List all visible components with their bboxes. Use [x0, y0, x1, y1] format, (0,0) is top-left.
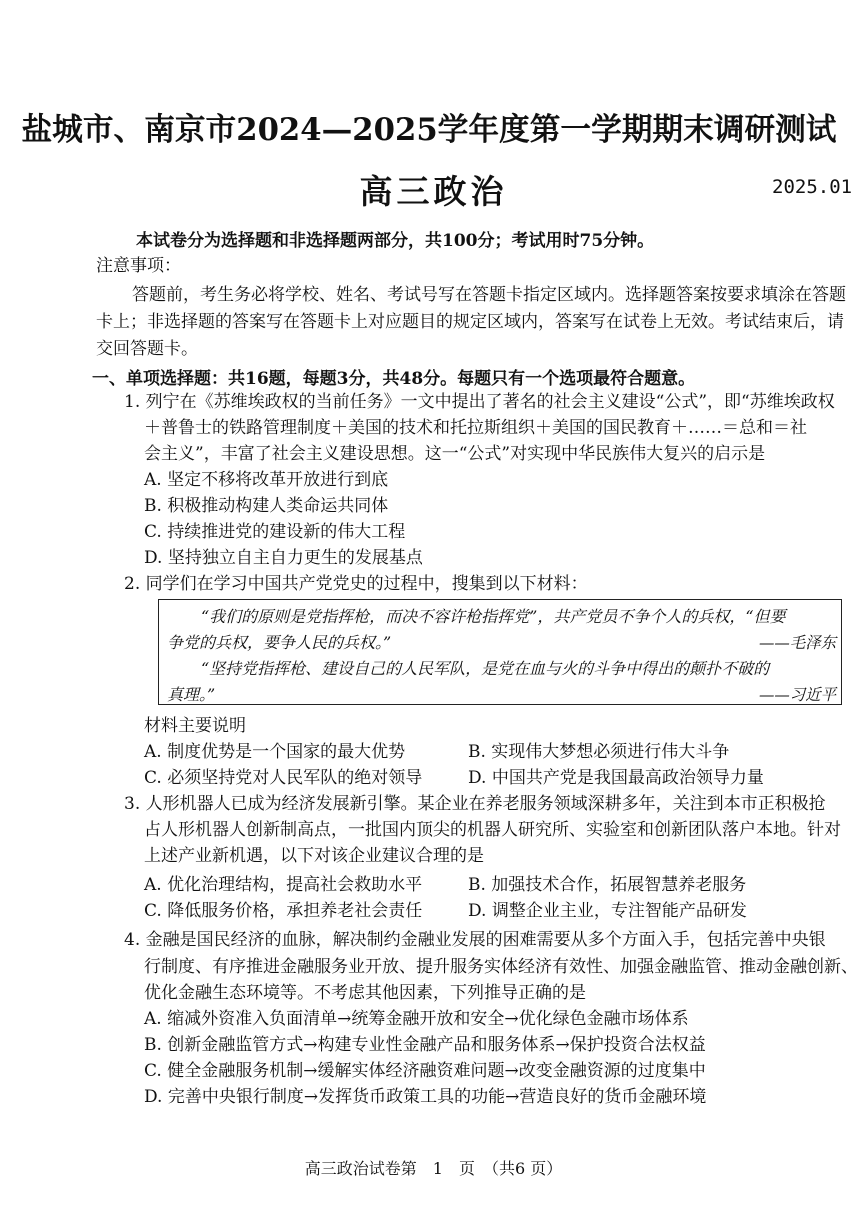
q1-option-b: B. 积极推动构建人类命运共同体	[144, 496, 389, 516]
q4-line-2: 行制度、有序推进金融服务业开放、提升服务实体经济有效性、加强金融监管、推动金融创新、	[144, 957, 858, 977]
q3-option-a: A. 优化治理结构，提高社会救助水平	[144, 875, 423, 895]
notice-heading: 注意事项：	[96, 256, 181, 276]
q1-option-a: A. 坚定不移将改革开放进行到底	[144, 470, 389, 490]
q1-line-1: 1. 列宁在《苏维埃政权的当前任务》一文中提出了著名的社会主义建设“公式”，即“苏维埃政权	[124, 392, 835, 412]
subject-title: 高三政治	[359, 172, 508, 211]
q1-line-3: 会主义”，丰富了社会主义建设思想。这一“公式”对实现中华民族伟大复兴的启示是	[144, 444, 766, 464]
q2-material-box	[158, 599, 842, 705]
exam-instruction: 本试卷分为选择题和非选择题两部分，共100分；考试用时75分钟。	[136, 231, 655, 251]
q4-option-b: B. 创新金融监管方式→构建专业性金融产品和服务体系→保护投资合法权益	[144, 1035, 706, 1055]
q2-stem: 2. 同学们在学习中国共产党党史的过程中，搜集到以下材料：	[124, 574, 588, 594]
q2-option-d: D. 中国共产党是我国最高政治领导力量	[468, 768, 764, 788]
q2-ask: 材料主要说明	[144, 716, 246, 736]
q2-option-b: B. 实现伟大梦想必须进行伟大斗争	[468, 742, 730, 762]
q1-line-2: ＋普鲁士的铁路管理制度＋美国的技术和托拉斯组织＋美国的国民教育＋……＝总和＝社	[144, 418, 807, 438]
notice-line-2: 卡上；非选择题的答案写在答题卡上对应题目的规定区域内，答案写在试卷上无效。考试结束后，请	[96, 312, 844, 332]
q2-quote1-author: ——毛泽东	[759, 633, 836, 652]
q2-quote1-line1: “我们的原则是党指挥枪，而决不容许枪指挥党”，共产党员不争个人的兵权，“但要	[201, 607, 786, 626]
q4-line-1: 4. 金融是国民经济的血脉，解决制约金融业发展的困难需要从多个方面入手，包括完善中央银	[124, 930, 826, 950]
q2-quote2-line2: 真理。”	[167, 685, 216, 704]
q3-option-c: C. 降低服务价格，承担养老社会责任	[144, 901, 423, 921]
exam-title: 盐城市、南京市2024—2025学年度第一学期期末调研测试	[21, 112, 837, 148]
q3-line-2: 占人形机器人创新制高点，一批国内顶尖的机器人研究所、实验室和创新团队落户本地。针对	[144, 820, 841, 840]
q4-line-3: 优化金融生态环境等。不考虑其他因素，下列推导正确的是	[144, 983, 586, 1003]
notice-line-1: 答题前，考生务必将学校、姓名、考试号写在答题卡指定区域内。选择题答案按要求填涂在答题	[132, 285, 846, 305]
q4-option-c: C. 健全金融服务机制→缓解实体经济融资难问题→改变金融资源的过度集中	[144, 1061, 706, 1081]
q1-option-d: D. 坚持独立自主自力更生的发展基点	[144, 548, 423, 568]
q4-option-d: D. 完善中央银行制度→发挥货币政策工具的功能→营造良好的货币金融环境	[144, 1087, 707, 1107]
q3-line-1: 3. 人形机器人已成为经济发展新引擎。某企业在养老服务领域深耕多年，关注到本市正积极抢	[124, 794, 826, 814]
q3-option-b: B. 加强技术合作，拓展智慧养老服务	[468, 875, 747, 895]
q2-quote2-author: ——习近平	[759, 685, 836, 704]
q2-option-c: C. 必须坚持党对人民军队的绝对领导	[144, 768, 423, 788]
notice-line-3: 交回答题卡。	[96, 339, 198, 359]
section-heading: 一、单项选择题：共16题，每题3分，共48分。每题只有一个选项最符合题意。	[92, 369, 696, 389]
exam-date: 2025.01	[772, 176, 853, 198]
q3-line-3: 上述产业新机遇，以下对该企业建议合理的是	[144, 846, 484, 866]
q2-option-a: A. 制度优势是一个国家的最大优势	[144, 742, 406, 762]
q2-quote2-line1: “坚持党指挥枪、建设自己的人民军队，是党在血与火的斗争中得出的颠扑不破的	[201, 659, 770, 678]
q4-option-a: A. 缩减外资准入负面清单→统筹金融开放和安全→优化绿色金融市场体系	[144, 1009, 689, 1029]
q1-option-c: C. 持续推进党的建设新的伟大工程	[144, 522, 406, 542]
q3-option-d: D. 调整企业主业，专注智能产品研发	[468, 901, 747, 921]
q2-quote1-line2: 争党的兵权，要争人民的兵权。”	[167, 633, 392, 652]
page-footer: 高三政治试卷第 1 页 （共6 页）	[304, 1159, 563, 1178]
